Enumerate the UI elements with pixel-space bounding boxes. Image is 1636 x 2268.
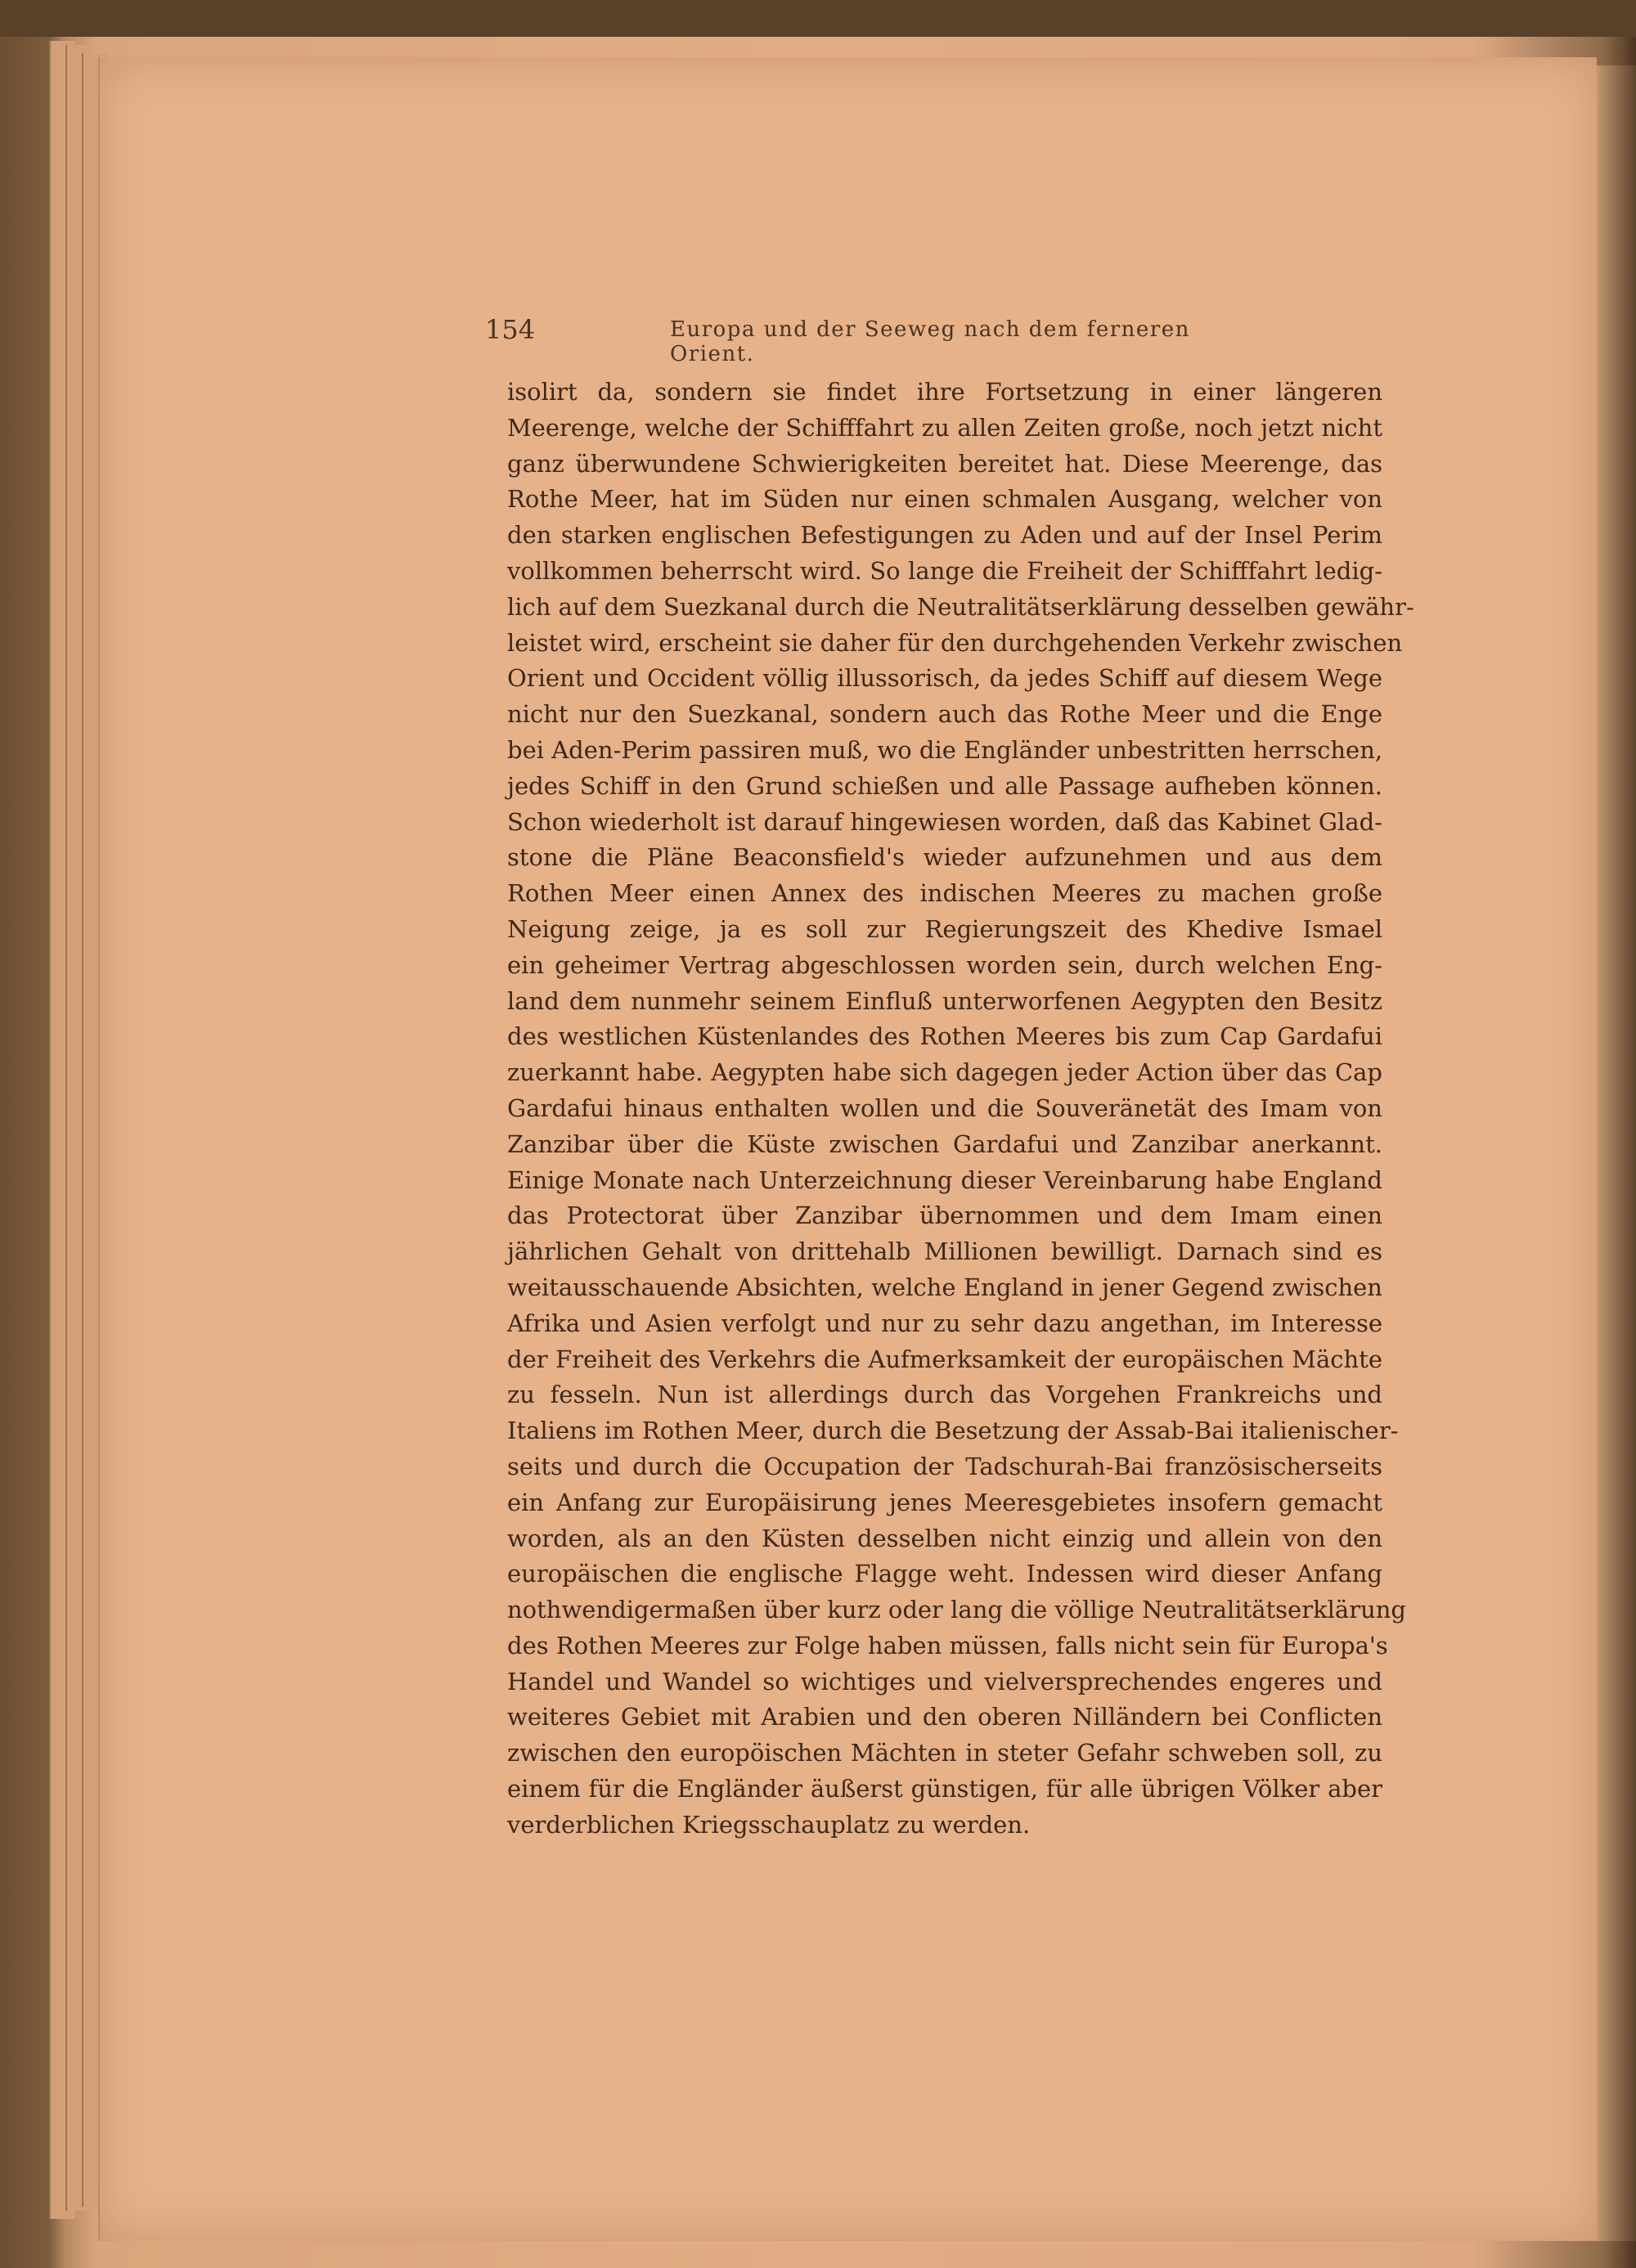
text-line: worden, als an den Küsten desselben nicht einzig und allein von den [507, 1524, 1382, 1552]
text-line: den starken englischen Befestigungen zu Aden und auf der Insel Perim [507, 521, 1382, 550]
text-line: jährlichen Gehalt von drittehalb Millionen bewilligt. Darnach sind es [507, 1237, 1382, 1266]
text-line: Italiens im Rothen Meer, durch die Besetzung der Assab-Bai italienischer- [507, 1417, 1399, 1445]
text-line: seits und durch die Occupation der Tadschurah-Bai französischerseits [507, 1452, 1382, 1480]
text-line: Orient und Occident völlig illussorisch, da jedes Schiff auf diesem Wege [507, 664, 1382, 693]
text-line: Afrika und Asien verfolgt und nur zu sehr dazu angethan, im Interesse [507, 1309, 1382, 1337]
text-line: des westlichen Küstenlandes des Rothen Meeres bis zum Cap Gardafui [507, 1022, 1382, 1051]
text-line: zuerkannt habe. Aegypten habe sich dagegen jeder Action über das Cap [507, 1058, 1382, 1087]
text-line: Einige Monate nach Unterzeichnung dieser Vereinbarung habe England [507, 1165, 1382, 1194]
text-line: vollkommen beherrscht wird. So lange die Freiheit der Schifffahrt ledig- [507, 556, 1382, 585]
text-line: Zanzibar über die Küste zwischen Gardafui und Zanzibar anerkannt. [507, 1130, 1382, 1158]
text-line: Schon wiederholt ist darauf hingewiesen worden, daß das Kabinet Glad- [507, 807, 1382, 836]
text-line: des Rothen Meeres zur Folge haben müssen, falls nicht sein für Europa's [507, 1631, 1388, 1659]
text-line: bei Aden-Perim passiren muß, wo die Engländer unbestritten herrschen, [507, 735, 1383, 764]
text-line: nothwendigermaßen über kurz oder lang die völlige Neutralitätserklärung [507, 1596, 1406, 1624]
body-text [507, 375, 1414, 1844]
text-line: ein geheimer Vertrag abgeschlossen worden sein, durch welchen Eng- [507, 950, 1382, 979]
text-line: nicht nur den Suezkanal, sondern auch das Rothe Meer und die Enge [507, 700, 1382, 729]
text-line: isolirt da, sondern sie findet ihre Fortsetzung in einer längeren [507, 378, 1382, 406]
text-line: zu fesseln. Nun ist allerdings durch das Vorgehen Frankreichs und [507, 1381, 1382, 1409]
text-line: europäischen die englische Flagge weht. Indessen wird dieser Anfang [507, 1560, 1382, 1588]
text-line: stone die Pläne Beaconsfield's wieder aufzunehmen und aus dem [507, 843, 1382, 872]
running-head: Europa und der Seeweg nach dem ferneren Orient. [670, 317, 1190, 366]
scan-background-top [0, 0, 1636, 37]
text-line: Rothe Meer, hat im Süden nur einen schmalen Ausgang, welcher von [507, 485, 1382, 514]
text-line: verderblichen Kriegsschauplatz zu werden. [507, 1810, 1031, 1839]
text-line: zwischen den europöischen Mächten in steter Gefahr schweben soll, zu [507, 1739, 1382, 1767]
text-line: Handel und Wandel so wichtiges und vielversprechendes engeres und [507, 1667, 1382, 1695]
text-line: ganz überwundene Schwierigkeiten bereitet hat. Diese Meerenge, das [507, 449, 1382, 478]
text-line: land dem nunmehr seinem Einfluß unterworfenen Aegypten den Besitz [507, 986, 1382, 1015]
text-line: lich auf dem Suezkanal durch die Neutralitätserklärung desselben gewähr- [507, 592, 1414, 621]
text-line: jedes Schiff in den Grund schießen und alle Passage aufheben können. [507, 771, 1382, 800]
page-header [485, 314, 1220, 366]
text-line: einem für die Engländer äußerst günstigen, für alle übrigen Völker aber [507, 1775, 1382, 1803]
text-line: Gardafui hinaus enthalten wollen und die Souveränetät des Imam von [507, 1094, 1382, 1122]
text-line: Neigung zeige, ja es soll zur Regierungszeit des Khedive Ismael [507, 914, 1382, 943]
text-line: Rothen Meer einen Annex des indischen Meeres zu machen große [507, 879, 1382, 908]
text-line: weitausschauende Absichten, welche England in jener Gegend zwischen [507, 1273, 1382, 1301]
text-line: leistet wird, erscheint sie daher für den durchgehenden Verkehr zwischen [507, 628, 1403, 657]
page-number: 154 [485, 314, 536, 345]
text-line: der Freiheit des Verkehrs die Aufmerksamkeit der europäischen Mächte [507, 1345, 1382, 1373]
book-spine-shadow [1595, 65, 1636, 2241]
text-line: Meerenge, welche der Schifffahrt zu allen Zeiten große, noch jetzt nicht [507, 413, 1382, 442]
text-line: ein Anfang zur Europäisirung jenes Meeresgebietes insofern gemacht [507, 1488, 1382, 1516]
text-line: weiteres Gebiet mit Arabien und den oberen Nilländern bei Conflicten [507, 1703, 1382, 1731]
text-line: das Protectorat über Zanzibar übernommen und dem Imam einen [507, 1201, 1382, 1230]
